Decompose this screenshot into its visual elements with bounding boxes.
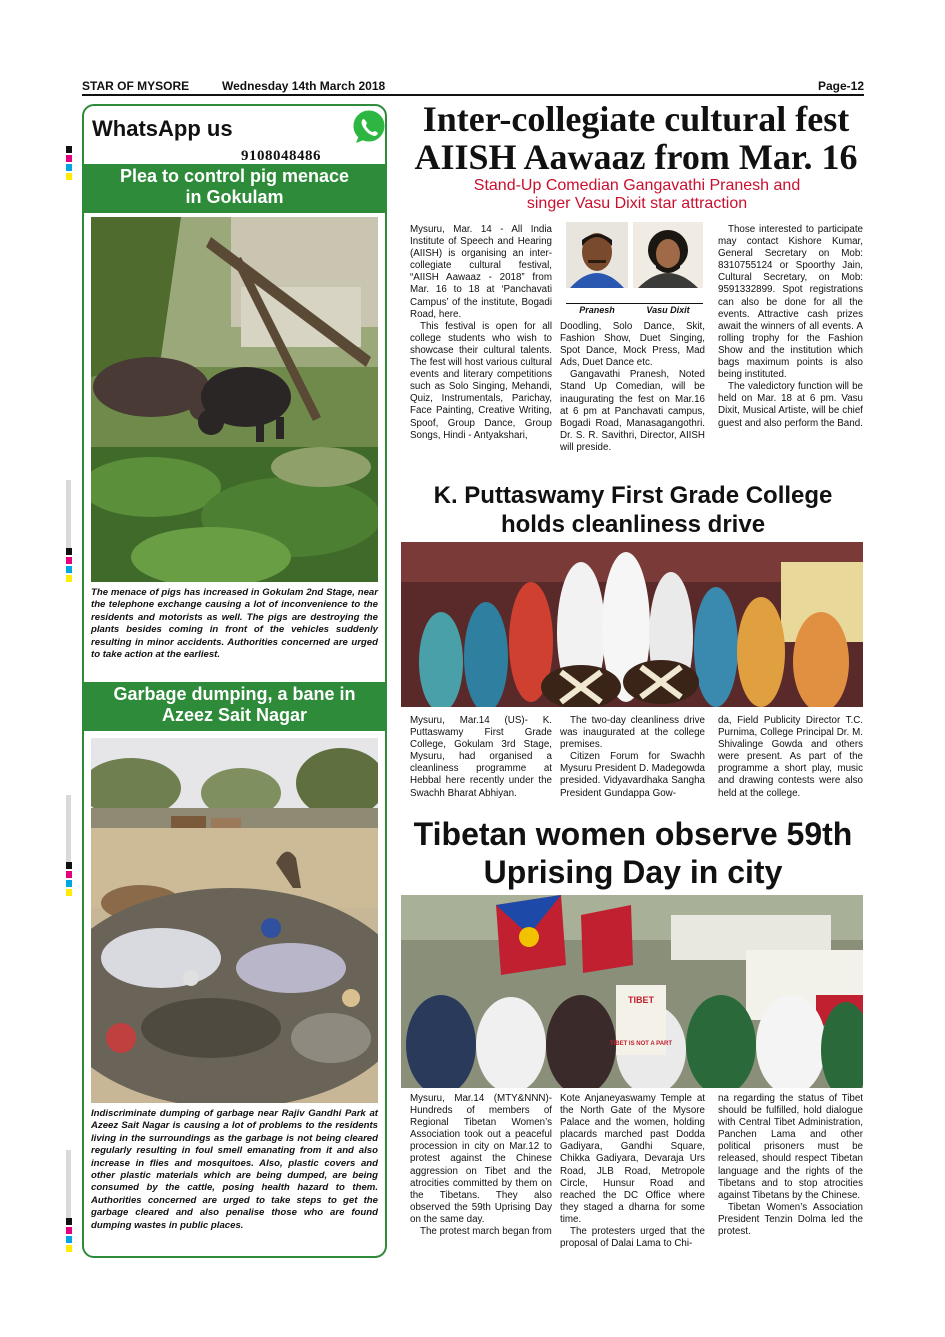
- garbage-photo-illustration: [91, 738, 378, 1103]
- garbage-photo-caption: Indiscriminate dumping of garbage near Rajiv Gandhi Park at Azeez Sait Nagar is causing a lot of problems to the residents living in the surroundings as the garbage is not being cleared regularly resulting in foul smell emanating from it and also increase in flies and mosquitoes. Also, plastic covers and other plastic materials which are being dumped, are being consumed by the cattle, posing health hazard to them. Authorities concerned are urged to take steps to get the garbage cleared and also penalise those who are found dumping wastes in public places.: [91, 1108, 378, 1231]
- headline-line: Inter-collegiate cultural fest: [422, 99, 850, 139]
- paragraph: Mysuru, Mar.14 (US)- K. Puttaswamy First Grade College, Gokulam 3rd Stage, Mysuru, had organised a cleanliness programme at Hebbal here recently under the Swachh Bharat Abhiyan.: [410, 715, 552, 799]
- registration-marks: [66, 862, 72, 898]
- tibet-headline: [396, 815, 870, 891]
- whatsapp-number: 9108048486: [241, 148, 321, 164]
- paragraph: Mysuru, Mar. 14 - All India Institute of Speech and Hearing (AIISH) is organising an inter-collegiate cultural festival, “AIISH Aawaaz - 2018” from Mar. 16 to 18 at ‘Panchavati Campus’ of the institute, Bogadi Road, here.: [410, 224, 552, 320]
- tibet-column-3: [718, 1093, 863, 1238]
- kpfgc-column-3: [718, 715, 863, 800]
- tibet-column-1: [410, 1093, 552, 1238]
- garbage-story-headline: [84, 682, 385, 731]
- subheadline-line: Stand-Up Comedian Gangavathi Pranesh and: [473, 177, 801, 194]
- pig-photo: [91, 217, 378, 582]
- headline-line: Plea to control pig menace: [119, 166, 350, 186]
- paragraph: Doodling, Solo Dance, Skit, Fashion Show, Duet Singing, Spot Dance, Mock Press, Mad Ads, Duet Dance etc.: [560, 321, 705, 369]
- portrait-rule: [566, 303, 703, 304]
- headline-line: AIISH Aawaaz from Mar. 16: [414, 137, 858, 177]
- paragraph: The protest march began from: [420, 1226, 552, 1238]
- headline-line: Uprising Day in city: [483, 854, 783, 890]
- paragraph: Mysuru, Mar.14 (MTY&NNN)- Hundreds of members of Regional Tibetan Women’s Association took out a peaceful procession in city on Mar.12 to protest against the Chinese aggression on Tibet and the atrocities committed by them on the Tibetans. They also observed the 59th Uprising Day on the same day.: [410, 1093, 552, 1225]
- aiish-column-2: [560, 321, 705, 454]
- margin-bar: [66, 1150, 71, 1220]
- aiish-column-1: [410, 224, 552, 442]
- portrait-label: Vasu Dixit: [646, 305, 690, 315]
- portrait-vasu-dixit-illustration: [633, 222, 703, 288]
- registration-marks: [66, 146, 72, 182]
- placard-text: TIBET: [628, 995, 654, 1005]
- registration-marks: [66, 1218, 72, 1254]
- paragraph: Tibetan Women’s Association President Tenzin Dolma led the protest.: [718, 1201, 863, 1238]
- margin-bar: [66, 795, 71, 865]
- portrait-pranesh: [566, 222, 628, 288]
- tibet-photo: [401, 895, 863, 1088]
- headline-line: Azeez Sait Nagar: [161, 705, 308, 725]
- paragraph: The two-day cleanliness drive was inaugurated at the college premises.: [560, 715, 705, 751]
- paragraph: na regarding the status of Tibet should be fulfilled, hold dialogue with Central Tibet Administration, Panchen Lama and other political prisoners must be released, should respect Tibetan language and the rights of the Tibetans and to stop atrocities against Tibetans by the Chinese.: [718, 1093, 863, 1201]
- registration-marks: [66, 548, 72, 584]
- pig-photo-caption: The menace of pigs has increased in Gokulam 2nd Stage, near the telephone exchange causing a lot of inconvenience to the residents and motorists as well. The pigs are destroying the plants besides coming in front of the vehicles suddenly resulting in minor accidents. Authorities concerned are urged to take action at the earliest.: [91, 587, 378, 661]
- headline-line: in Gokulam: [185, 187, 284, 207]
- paper-name: STAR OF MYSORE: [82, 79, 190, 93]
- headline-line: K. Puttaswamy First Grade College: [433, 482, 833, 509]
- placard-text: TIBET IS NOT A PART: [609, 1041, 673, 1047]
- aiish-headline: [400, 100, 872, 176]
- kpfgc-photo-illustration: [401, 542, 863, 707]
- paragraph: Kote Anjaneyaswamy Temple at the North Gate of the Mysore Palace and the women, holding placards marched past Dodda Gadiyara, Gandhi Square, Chikka Gadiyara, Devaraja Urs Road, JLB Road, Metropole Circle, Hunsur Road and reached the DC Office where they staged a dharna for some time.: [560, 1093, 705, 1225]
- portrait-pranesh-illustration: [566, 222, 628, 288]
- whatsapp-title: WhatsApp us: [92, 116, 233, 141]
- subheadline-line: singer Vasu Dixit star attraction: [526, 195, 748, 212]
- kpfgc-column-1: [410, 715, 552, 800]
- kpfgc-headline: [398, 481, 868, 539]
- paragraph: The protesters urged that the proposal of Dalai Lama to Chi-: [560, 1226, 705, 1250]
- page-number: Page-12: [817, 79, 864, 93]
- portrait-label: Pranesh: [579, 305, 615, 315]
- garbage-photo: [91, 738, 378, 1103]
- portrait-vasu-dixit: [633, 222, 703, 288]
- paragraph: Gangavathi Pranesh, Noted Stand Up Comedian, will be inaugurating the fest on Mar.16 at 6 pm at Panchavati campus, Bogadi Road, Manasagangothri. Dr. S. R. Savithri, Director, AIISH will preside.: [560, 369, 705, 453]
- kpfgc-photo: [401, 542, 863, 707]
- paragraph: This festival is open for all college students who wish to showcase their cultural talents. The fest will host various cultural events and literary competitions such as Solo Singing, Mehandi, Quiz, Instrumentals, Parichay, Face Painting, Creative Writing, Spoof, Group Dance, Group Songs, Hindi - Antyakshari,: [410, 320, 552, 441]
- whatsapp-icon: [348, 106, 387, 148]
- paragraph: da, Field Publicity Director T.C. Purnima, College Principal Dr. M. Shivalinge Gowda and others were present. As part of the programme a short play, music and drawing contests were also held at the college.: [718, 715, 863, 799]
- headline-line: Garbage dumping, a bane in: [113, 684, 356, 704]
- paragraph: Those interested to participate may contact Kishore Kumar, General Secretary on Mob: 8310755124 or Spoorthy Jain, Cultural Secretary, on Mob: 9591332899. Spot registrations can also be done for all the events. Attractive cash prizes await the winners of all events. A rolling trophy for the Fashion Show and the institution which bags maximum points is also being instituted.: [718, 224, 863, 381]
- paragraph: The valedictory function will be held on Mar. 18 at 6 pm. Vasu Dixit, Musical Artiste, will be chief guest and also perform the Band.: [718, 381, 863, 429]
- headline-line: Tibetan women observe 59th: [413, 816, 853, 852]
- masthead: [82, 78, 864, 96]
- aiish-subheadline: [404, 177, 870, 213]
- headline-line: holds cleanliness drive: [500, 511, 766, 538]
- margin-bar: [66, 480, 71, 555]
- pig-photo-illustration: [91, 217, 378, 582]
- pig-story-headline: [84, 164, 385, 213]
- tibet-photo-illustration: [401, 895, 863, 1088]
- issue-date: Wednesday 14th March 2018: [222, 79, 386, 93]
- paragraph: Citizen Forum for Swachh Mysuru President D. Madegowda presided. Vidyavardhaka Sangha President Gundappa Gow-: [560, 751, 705, 799]
- tibet-column-2: [560, 1093, 705, 1250]
- kpfgc-column-2: [560, 715, 705, 800]
- aiish-column-3: [718, 224, 863, 430]
- left-news-box: [82, 104, 387, 1258]
